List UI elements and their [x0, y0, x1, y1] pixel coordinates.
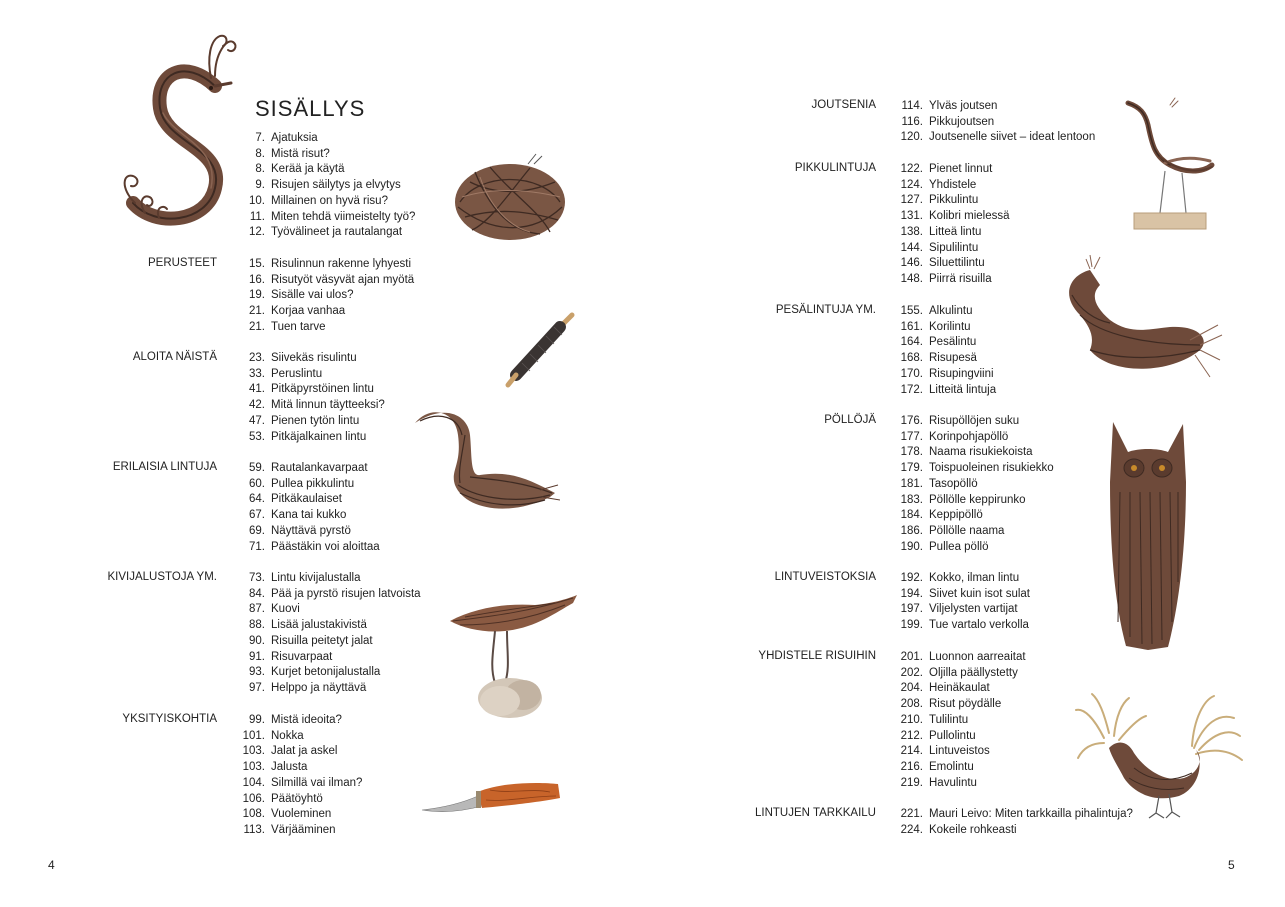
toc-entry-page-number: 116.: [901, 115, 923, 128]
toc-entry-title: Näyttävä pyrstö: [271, 524, 351, 537]
toc-entry-title: Pullea pikkulintu: [271, 477, 355, 490]
toc-entry-title: Heinäkaulat: [929, 682, 990, 695]
section-entries: [240, 571, 421, 697]
toc-entry-title: Vuoleminen: [271, 808, 332, 821]
toc-entry-page-number: 84.: [249, 587, 265, 600]
toc-entry: [898, 461, 1054, 477]
toc-entry: [898, 697, 1026, 713]
section-entries: [898, 304, 996, 398]
toc-entry-page-number: 194.: [900, 587, 923, 600]
twig-goose-illustration: [410, 405, 560, 523]
toc-entry: [240, 760, 362, 776]
toc-entry: [240, 508, 380, 524]
toc-entry-title: Tasopöllö: [929, 477, 978, 490]
section-label: ALOITA NÄISTÄ: [132, 351, 217, 363]
toc-entry-page-number: 53.: [249, 430, 265, 443]
toc-entry-page-number: 41.: [249, 383, 265, 396]
toc-entry-title: Kuovi: [271, 603, 300, 616]
toc-entry-page-number: 219.: [900, 776, 923, 789]
toc-entry-page-number: 23.: [249, 352, 265, 364]
toc-entry-page-number: 7.: [255, 132, 265, 144]
toc-entry-page-number: 71.: [249, 540, 265, 553]
toc-entry: [898, 225, 1010, 241]
toc-entry-title: Yhdistele: [929, 178, 977, 191]
toc-entry-title: Kurjet betonijalustalla: [271, 666, 381, 679]
toc-entry: [898, 524, 1054, 540]
section-entries: [240, 713, 362, 839]
toc-entry-title: Siivet kuin isot sulat: [929, 587, 1030, 600]
toc-entry-title: Risupingviini: [929, 367, 994, 380]
toc-entry: [240, 398, 385, 414]
section-label: LINTUVEISTOKSIA: [774, 571, 876, 583]
toc-entry-page-number: 168.: [900, 352, 923, 365]
right-page: [642, 0, 1284, 907]
toc-entry-title: Ajatuksia: [271, 132, 318, 144]
toc-entry: [240, 194, 415, 210]
toc-entry-title: Millainen on hyvä risu?: [271, 194, 388, 207]
toc-entry-title: Peruslintu: [271, 367, 323, 380]
toc-entry: [898, 367, 996, 383]
toc-entry-title: Mauri Leivo: Miten tarkkailla pihalintuja?: [929, 808, 1133, 820]
toc-entry: [240, 178, 415, 194]
toc-entry-title: Sipulilintu: [929, 241, 979, 254]
toc-entry: [898, 162, 1010, 178]
toc-entry-page-number: 91.: [249, 650, 265, 663]
toc-entry-page-number: 216.: [900, 760, 923, 773]
toc-entry-page-number: 101.: [242, 729, 265, 742]
toc-entry-title: Oljilla päällystetty: [929, 666, 1018, 679]
toc-entry-page-number: 172.: [900, 383, 923, 396]
toc-entry-page-number: 127.: [900, 194, 923, 207]
toc-entry-page-number: 224.: [900, 823, 923, 836]
toc-entry-title: Korinpohjapöllö: [929, 430, 1009, 443]
toc-entry-page-number: 11.: [249, 210, 265, 223]
toc-entry-title: Silmillä vai ilman?: [271, 776, 363, 789]
toc-entry: [898, 445, 1054, 461]
section-entries: [898, 99, 1095, 146]
toc-entry: [240, 792, 362, 808]
toc-entry: [898, 713, 1026, 729]
section-entries: [240, 257, 414, 336]
toc-entry-page-number: 99.: [249, 714, 265, 726]
toc-entry-title: Mistä ideoita?: [271, 714, 342, 726]
toc-entry: [898, 209, 1010, 225]
toc-entry: [240, 210, 415, 226]
toc-entry-title: Risuilla peitetyt jalat: [271, 634, 373, 647]
toc-entry-title: Lisää jalustakivistä: [271, 619, 367, 632]
toc-entry: [898, 304, 996, 320]
toc-entry-title: Korilintu: [929, 320, 971, 333]
toc-entry-title: Työvälineet ja rautalangat: [271, 226, 403, 239]
toc-entry-title: Pitkäkaulaiset: [271, 493, 342, 506]
toc-entry-page-number: 177.: [900, 430, 923, 443]
toc-entry: [898, 493, 1054, 509]
toc-entry-page-number: 10.: [249, 194, 265, 207]
section-label: PÖLLÖJÄ: [824, 414, 876, 426]
toc-entry: [240, 713, 362, 729]
section-label: JOUTSENIA: [811, 99, 876, 111]
toc-entry-title: Miten tehdä viimeistelty työ?: [271, 210, 416, 223]
toc-entry: [898, 666, 1026, 682]
toc-entry-page-number: 190.: [900, 540, 923, 553]
toc-entry-page-number: 202.: [900, 666, 923, 679]
toc-entry: [898, 335, 996, 351]
toc-entry-page-number: 184.: [900, 509, 923, 522]
toc-entry: [898, 729, 1026, 745]
toc-entry: [898, 383, 996, 399]
toc-entry: [240, 540, 380, 556]
toc-entry: [898, 351, 996, 367]
toc-entry-page-number: 210.: [900, 713, 923, 726]
toc-entry-title: Kokeile rohkeasti: [929, 823, 1017, 836]
toc-entry: [898, 130, 1095, 146]
toc-entry: [898, 477, 1054, 493]
section-label: KIVIJALUSTOJA YM.: [107, 571, 217, 583]
section-entries: [240, 461, 380, 555]
section-label: PIKKULINTUJA: [794, 162, 876, 174]
toc-entry-title: Litteä lintu: [929, 225, 982, 238]
toc-entry-title: Emolintu: [929, 760, 974, 773]
toc-entry-title: Pullolintu: [929, 729, 976, 742]
toc-entry-title: Pikkujoutsen: [929, 115, 995, 128]
section-entries: [898, 162, 1010, 288]
carving-knife-illustration: [420, 778, 565, 820]
section-entries: [898, 650, 1026, 791]
toc-entry: [240, 273, 414, 289]
section-label: YKSITYISKOHTIA: [122, 713, 217, 725]
toc-entry-title: Pikkulintu: [929, 194, 979, 207]
toc-entry-title: Viljelysten vartijat: [929, 603, 1018, 616]
toc-entry-title: Naama risukiekoista: [929, 446, 1033, 459]
toc-entry-title: Risujen säilytys ja elvytys: [271, 179, 401, 192]
toc-entry: [240, 382, 385, 398]
toc-entry-page-number: 97.: [249, 681, 265, 694]
toc-entry-title: Pitkäjalkainen lintu: [271, 430, 367, 443]
page-number: 4: [48, 858, 55, 872]
toc-entry: [898, 99, 1095, 115]
toc-entry-page-number: 87.: [249, 603, 265, 616]
toc-entry-title: Keppipöllö: [929, 509, 983, 522]
toc-entry: [898, 272, 1010, 288]
toc-entry-title: Alkulintu: [929, 305, 973, 317]
toc-entry-page-number: 59.: [249, 462, 265, 474]
toc-entry: [240, 257, 414, 273]
toc-entry: [240, 524, 380, 540]
section-entries: [898, 807, 1133, 838]
toc-entry: [898, 571, 1030, 587]
toc-entry-page-number: 181.: [900, 477, 923, 490]
left-page: [0, 0, 642, 907]
toc-entry-title: Toispuoleinen risukiekko: [929, 462, 1054, 475]
section-label: PESÄLINTUJA YM.: [775, 304, 876, 316]
toc-entry-page-number: 42.: [249, 399, 265, 412]
toc-entry-page-number: 103.: [242, 745, 265, 758]
toc-entry: [898, 540, 1054, 556]
toc-entry: [240, 587, 421, 603]
toc-entry-page-number: 67.: [249, 509, 265, 522]
toc-entry: [240, 351, 385, 367]
toc-entry: [898, 414, 1054, 430]
toc-entry: [240, 665, 421, 681]
toc-entry-title: Korjaa vanhaa: [271, 305, 346, 318]
toc-entry-title: Rautalankavarpaat: [271, 462, 368, 474]
toc-entry-title: Pöllölle naama: [929, 524, 1005, 537]
toc-entry-title: Piirrä risuilla: [929, 272, 992, 285]
toc-entry-page-number: 114.: [901, 100, 923, 112]
toc-entry-title: Sisälle vai ulos?: [271, 289, 354, 302]
toc-entry-page-number: 9.: [255, 179, 265, 192]
toc-entry-title: Pienen tytön lintu: [271, 414, 360, 427]
toc-entry-page-number: 8.: [255, 147, 265, 160]
toc-entry-page-number: 178.: [900, 446, 923, 459]
toc-entry-page-number: 208.: [900, 698, 923, 711]
toc-entry-title: Jalat ja askel: [271, 745, 338, 758]
toc-entry: [240, 131, 415, 147]
toc-entry: [240, 162, 415, 178]
twig-nest-bird-illustration: [1060, 255, 1225, 385]
toc-entry-page-number: 73.: [249, 572, 265, 584]
toc-entry-title: Pitkäpyrstöinen lintu: [271, 383, 374, 396]
toc-entry-title: Kana tai kukko: [271, 509, 347, 522]
toc-entry: [240, 571, 421, 587]
toc-entry: [240, 634, 421, 650]
toc-entry: [240, 807, 362, 823]
toc-entry-title: Lintuveistos: [929, 745, 990, 758]
toc-entry: [898, 618, 1030, 634]
toc-entry-title: Joutsenelle siivet – ideat lentoon: [929, 131, 1096, 144]
toc-entry-page-number: 88.: [249, 619, 265, 632]
toc-entry: [240, 729, 362, 745]
toc-entry: [240, 492, 380, 508]
toc-entry-title: Jalusta: [271, 761, 308, 774]
twig-swan-on-base-illustration: [1120, 95, 1220, 235]
toc-entry-page-number: 64.: [249, 493, 265, 506]
toc-entry-title: Kokko, ilman lintu: [929, 572, 1020, 584]
toc-entry: [898, 587, 1030, 603]
toc-entry-page-number: 197.: [900, 603, 923, 616]
toc-entry-title: Kolibri mielessä: [929, 210, 1010, 223]
toc-entry-title: Pesälintu: [929, 336, 977, 349]
toc-entry-title: Pienet linnut: [929, 163, 993, 175]
toc-entry: [898, 602, 1030, 618]
page-title: SISÄLLYS: [255, 96, 366, 121]
toc-entry-page-number: 8.: [255, 163, 265, 176]
toc-entry-page-number: 199.: [900, 619, 923, 632]
toc-entry-title: Mistä risut?: [271, 147, 330, 160]
toc-entry-page-number: 179.: [900, 462, 923, 475]
toc-entry-title: Nokka: [271, 729, 304, 742]
toc-entry: [898, 508, 1054, 524]
toc-entry-page-number: 104.: [242, 776, 265, 789]
toc-entry-page-number: 106.: [242, 792, 265, 805]
toc-entry: [240, 304, 414, 320]
toc-entry: [898, 807, 1133, 823]
toc-entry-page-number: 183.: [900, 493, 923, 506]
toc-entry-page-number: 164.: [900, 336, 923, 349]
toc-entry-page-number: 124.: [900, 178, 923, 191]
toc-entry-title: Pullea pöllö: [929, 540, 989, 553]
toc-entry: [240, 823, 362, 839]
toc-entry-page-number: 12.: [249, 226, 265, 239]
toc-entry: [240, 744, 362, 760]
toc-entry-title: Helppo ja näyttävä: [271, 681, 367, 694]
toc-entry-title: Kerää ja käytä: [271, 163, 345, 176]
toc-entry-title: Pää ja pyrstö risujen latvoista: [271, 587, 421, 600]
toc-entry: [898, 776, 1026, 792]
toc-entry-title: Päästäkin voi aloittaa: [271, 540, 380, 553]
toc-entry-page-number: 131.: [900, 210, 923, 223]
toc-entry-page-number: 192.: [900, 572, 923, 584]
toc-entry-page-number: 60.: [249, 477, 265, 490]
toc-entry-page-number: 170.: [900, 367, 923, 380]
section-label: ERILAISIA LINTUJA: [112, 461, 217, 473]
toc-entry-title: Päätöyhtö: [271, 792, 323, 805]
toc-entry-title: Luonnon aarreaitat: [929, 651, 1026, 663]
toc-entry-page-number: 176.: [900, 415, 923, 427]
twig-bird-on-stone-illustration: [445, 583, 585, 721]
toc-entry-page-number: 19.: [249, 289, 265, 302]
toc-entry: [898, 650, 1026, 666]
toc-entry-page-number: 120.: [900, 131, 923, 144]
section-entries: [240, 131, 415, 241]
toc-entry-page-number: 16.: [249, 273, 265, 286]
twig-owl-illustration: [1108, 422, 1188, 652]
toc-entry-title: Havulintu: [929, 776, 977, 789]
toc-entry-page-number: 148.: [900, 272, 923, 285]
section-entries: [898, 571, 1030, 634]
toc-entry-title: Risutyöt väsyvät ajan myötä: [271, 273, 415, 286]
toc-entry-page-number: 146.: [900, 257, 923, 270]
section-label: YHDISTELE RISUIHIN: [758, 650, 876, 662]
toc-entry: [240, 367, 385, 383]
toc-entry-title: Risut pöydälle: [929, 698, 1002, 711]
toc-entry-page-number: 144.: [900, 241, 923, 254]
toc-entry-title: Lintu kivijalustalla: [271, 572, 361, 584]
toc-entry: [898, 430, 1054, 446]
toc-entry-page-number: 33.: [249, 367, 265, 380]
toc-entry: [240, 430, 385, 446]
toc-entry: [898, 681, 1026, 697]
toc-entry: [240, 225, 415, 241]
toc-entry-title: Ylväs joutsen: [929, 100, 998, 112]
toc-entry: [898, 178, 1010, 194]
toc-entry-title: Tuen tarve: [271, 320, 326, 333]
toc-entry-title: Tue vartalo verkolla: [929, 619, 1029, 632]
section-label: LINTUJEN TARKKAILU: [755, 807, 876, 819]
toc-entry: [240, 288, 414, 304]
toc-entry-title: Siluettilintu: [929, 257, 985, 270]
toc-entry-page-number: 47.: [249, 414, 265, 427]
twig-s-bird-illustration: [115, 28, 240, 238]
toc-entry: [898, 744, 1026, 760]
toc-entry-title: Risupöllöjen suku: [929, 415, 1020, 427]
toc-entry-page-number: 113.: [243, 823, 265, 836]
toc-entry: [240, 602, 421, 618]
toc-entry: [898, 115, 1095, 131]
toc-entry-page-number: 103.: [242, 761, 265, 774]
toc-entry-title: Siivekäs risulintu: [271, 352, 357, 364]
toc-entry-title: Pöllölle keppirunko: [929, 493, 1026, 506]
toc-entry-page-number: 186.: [900, 524, 923, 537]
twig-ball-illustration: [450, 152, 570, 244]
toc-entry-title: Värjääminen: [271, 823, 336, 836]
toc-entry: [898, 241, 1010, 257]
toc-entry: [240, 147, 415, 163]
toc-entry: [240, 618, 421, 634]
toc-entry-page-number: 214.: [900, 745, 923, 758]
toc-entry: [240, 681, 421, 697]
toc-entry-title: Risulinnun rakenne lyhyesti: [271, 258, 411, 270]
toc-entry-page-number: 204.: [900, 682, 923, 695]
toc-entry: [240, 477, 380, 493]
toc-entry-page-number: 212.: [900, 729, 923, 742]
toc-entry: [240, 320, 414, 336]
toc-entry: [240, 650, 421, 666]
section-label: PERUSTEET: [147, 257, 217, 269]
toc-entry: [240, 414, 385, 430]
toc-entry-page-number: 155.: [900, 305, 923, 317]
section-entries: [240, 351, 385, 445]
toc-entry-page-number: 69.: [249, 524, 265, 537]
toc-entry-page-number: 122.: [900, 163, 923, 175]
toc-entry-title: Mitä linnun täytteeksi?: [271, 399, 385, 412]
section-entries: [898, 414, 1054, 555]
toc-entry-title: Risuvarpaat: [271, 650, 333, 663]
toc-entry: [898, 823, 1133, 839]
toc-entry-page-number: 108.: [242, 808, 265, 821]
toc-entry-page-number: 15.: [249, 258, 265, 270]
toc-entry-title: Litteitä lintuja: [929, 383, 997, 396]
toc-entry-page-number: 138.: [900, 225, 923, 238]
toc-entry-page-number: 21.: [249, 305, 265, 318]
toc-entry: [898, 256, 1010, 272]
toc-entry-title: Risupesä: [929, 352, 977, 365]
toc-entry: [240, 776, 362, 792]
wire-spool-illustration: [500, 305, 585, 390]
toc-entry-title: Tulilintu: [929, 713, 969, 726]
toc-entry-page-number: 21.: [249, 320, 265, 333]
toc-entry-page-number: 93.: [249, 666, 265, 679]
toc-entry-page-number: 221.: [900, 808, 923, 820]
toc-entry: [898, 193, 1010, 209]
toc-entry-page-number: 201.: [900, 651, 923, 663]
toc-entry: [240, 461, 380, 477]
toc-entry: [898, 760, 1026, 776]
toc-entry-page-number: 90.: [249, 634, 265, 647]
toc-entry-page-number: 161.: [900, 320, 923, 333]
page-number: 5: [1228, 858, 1235, 872]
toc-entry: [898, 320, 996, 336]
